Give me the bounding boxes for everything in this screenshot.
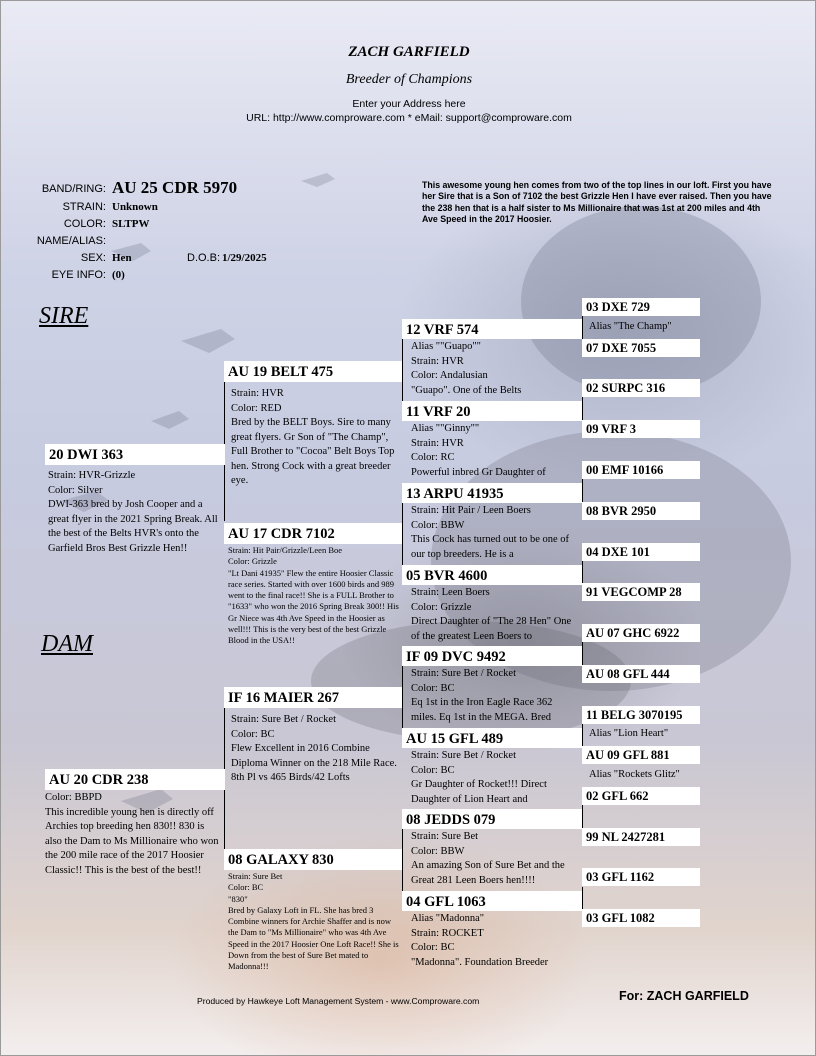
dam-band: AU 20 CDR 238 xyxy=(45,769,225,790)
g3-band-6: 08 JEDDS 079 xyxy=(402,809,582,829)
g3-band-3: 05 BVR 4600 xyxy=(402,565,582,585)
g4-band-0: 03 DXE 729 xyxy=(582,298,700,316)
g3-band-1: 11 VRF 20 xyxy=(402,401,582,421)
name-alias-label: NAME/ALIAS: xyxy=(36,235,106,247)
g4-band-7: 91 VEGCOMP 28 xyxy=(582,583,700,601)
g3-details-5: Strain: Sure Bet / Rocket Color: BC Gr Daughter of Rocket!!! Direct Daughter of Lion Heart and xyxy=(411,750,547,805)
sex-label: SEX: xyxy=(80,252,106,264)
strain-label: STRAIN: xyxy=(62,201,106,213)
g3-details-1: Alias ""Ginny"" Strain: HVR Color: RC Powerful inbred Gr Daughter of xyxy=(411,423,546,478)
g4-band-4: 00 EMF 10166 xyxy=(582,461,700,479)
g3-band-0: 12 VRF 574 xyxy=(402,319,582,339)
ss-band: AU 19 BELT 475 xyxy=(224,361,402,382)
dd-band: 08 GALAXY 830 xyxy=(224,849,402,870)
g4-band-3: 09 VRF 3 xyxy=(582,420,700,438)
g3-details-0: Alias ""Guapo"" Strain: HVR Color: Andalusian "Guapo". One of the Belts xyxy=(411,341,522,396)
color-label: COLOR: xyxy=(63,218,106,230)
dam-heading: DAM xyxy=(41,631,93,657)
g4-band-9: AU 08 GFL 444 xyxy=(582,665,700,683)
g3-details-4: Strain: Sure Bet / Rocket Color: BC Eq 1st in the Iron Eagle Race 362 miles. Eq 1st in the MEGA. Bred xyxy=(411,668,553,723)
g4-alias-10: Alias "Lion Heart" xyxy=(589,728,669,739)
g3-details-6: Strain: Sure Bet Color: BBW An amazing Son of Sure Bet and the Great 281 Leen Boers hen!!!! xyxy=(411,831,565,886)
g4-band-13: 99 NL 2427281 xyxy=(582,828,700,846)
g3-band-7: 04 GFL 1063 xyxy=(402,891,582,911)
eye-info-label: EYE INFO: xyxy=(51,269,106,281)
bird-sex: Hen xyxy=(112,252,132,264)
sd-band: AU 17 CDR 7102 xyxy=(224,523,402,544)
g4-band-10: 11 BELG 3070195 xyxy=(582,706,700,724)
g4-band-5: 08 BVR 2950 xyxy=(582,502,700,520)
ss-details: Strain: HVR Color: RED Bred by the BELT Boys. Sire to many great flyers. Gr Son of "The Champ", Full Brother to "Cocoa" Belt Boys Top hen. Strong Cock with a great breeder eye. xyxy=(231,388,395,486)
g3-details-3: Strain: Leen Boers Color: Grizzle Direct Daughter of "The 28 Hen" One of the greatest Leen Boers to xyxy=(411,587,572,642)
sire-details: Strain: HVR-Grizzle Color: Silver DWI-363 bred by Josh Cooper and a great flyer in the 2021 Spring Break. All the best of the Belts HVR's onto the Garfield Bros Best Grizzle Hen!! xyxy=(48,470,218,554)
footer-for: For: ZACH GARFIELD xyxy=(619,989,749,1003)
g3-band-2: 13 ARPU 41935 xyxy=(402,483,582,503)
bird-strain: Unknown xyxy=(112,201,158,213)
ds-band: IF 16 MAIER 267 xyxy=(224,687,402,708)
ds-details: Strain: Sure Bet / Rocket Color: BC Flew Excellent in 2016 Combine Diploma Winner on the 218 Mile Race. 8th Pl vs 465 Birds/42 Lofts xyxy=(231,714,397,783)
breeder-tagline: Breeder of Champions xyxy=(345,72,473,87)
bird-dob: 1/29/2025 xyxy=(222,252,267,264)
breeder-contact: URL: http://www.comproware.com * eMail: support@comproware.com xyxy=(246,112,572,124)
bird-eye: (0) xyxy=(112,269,125,281)
g3-band-4: IF 09 DVC 9492 xyxy=(402,646,582,666)
g3-details-2: Strain: Hit Pair / Leen Boers Color: BBW This Cock has turned out to be one of our top breeders. He is a xyxy=(411,505,570,560)
g4-band-14: 03 GFL 1162 xyxy=(582,868,700,886)
g4-band-2: 02 SURPC 316 xyxy=(582,379,700,397)
bird-color: SLTPW xyxy=(112,218,150,230)
g4-band-11: AU 09 GFL 881 xyxy=(582,746,700,764)
sire-band: 20 DWI 363 xyxy=(45,444,225,465)
breeder-address: Enter your Address here xyxy=(352,98,466,110)
g3-band-5: AU 15 GFL 489 xyxy=(402,728,582,748)
breeder-name: ZACH GARFIELD xyxy=(348,44,470,60)
g4-band-12: 02 GFL 662 xyxy=(582,787,700,805)
g4-band-8: AU 07 GHC 6922 xyxy=(582,624,700,642)
bird-band: AU 25 CDR 5970 xyxy=(112,178,238,197)
connector-ss xyxy=(402,337,403,401)
g4-band-6: 04 DXE 101 xyxy=(582,543,700,561)
g4-band-15: 03 GFL 1082 xyxy=(582,909,700,927)
bird-description: This awesome young hen comes from two of the top lines in our loft. First you have her Sire that is a Son of 7102 the best Grizzle Hen I have ever raised. Then you have the 238 hen that is a half sister to Ms Millionaire that was 1st at 200 miles and 4th Ave Speed in the 2017 Hoosier. xyxy=(422,180,772,224)
g4-band-1: 07 DXE 7055 xyxy=(582,339,700,357)
g4-alias-11: Alias "Rockets Glitz" xyxy=(589,769,680,780)
dd-details: Strain: Sure Bet Color: BC "830" Bred by Galaxy Loft in FL. She has bred 3 Combine winners for Archie Shaffer and is now the Dam to "Ms Millionaire" who was 4th Ave Speed in the 2017 Hoosier One Loft Race!! She is Down from the best of Sure Bet mated to Madonna!!! xyxy=(228,871,399,972)
sd-details: Strain: Hit Pair/Grizzle/Leen Boe Color: Grizzle "Lt Dani 41935" Flew the entire Hoosier Classic race series. Started with over 1600 birds and 989 went to the final race!! She is a FULL Brother to "1633" who won the 2016 Spring Break 300!! His Gr Niece was 4th Ave Speed in the Hoosier as well!!! This is the very best of the best Grizzle Blood in the USA!! xyxy=(228,545,399,646)
footer-produced-by: Produced by Hawkeye Loft Management System - www.Comproware.com xyxy=(197,996,480,1006)
band-label: BAND/RING: xyxy=(41,183,106,195)
g4-alias-0: Alias "The Champ" xyxy=(589,321,672,332)
connector-ds xyxy=(402,656,403,736)
g3-details-7: Alias "Madonna" Strain: ROCKET Color: BC "Madonna". Foundation Breeder xyxy=(411,913,549,968)
sire-heading: SIRE xyxy=(39,303,89,329)
dob-label: D.O.B: xyxy=(187,252,221,264)
dam-details: Color: BBPD This incredible young hen is directly off Archies top breeding hen 830!! 830 is also the Dam to Ms Millionaire who won the 200 mile race of the 2017 Hoosier Classic!! This is the best of the best!! xyxy=(45,792,219,876)
